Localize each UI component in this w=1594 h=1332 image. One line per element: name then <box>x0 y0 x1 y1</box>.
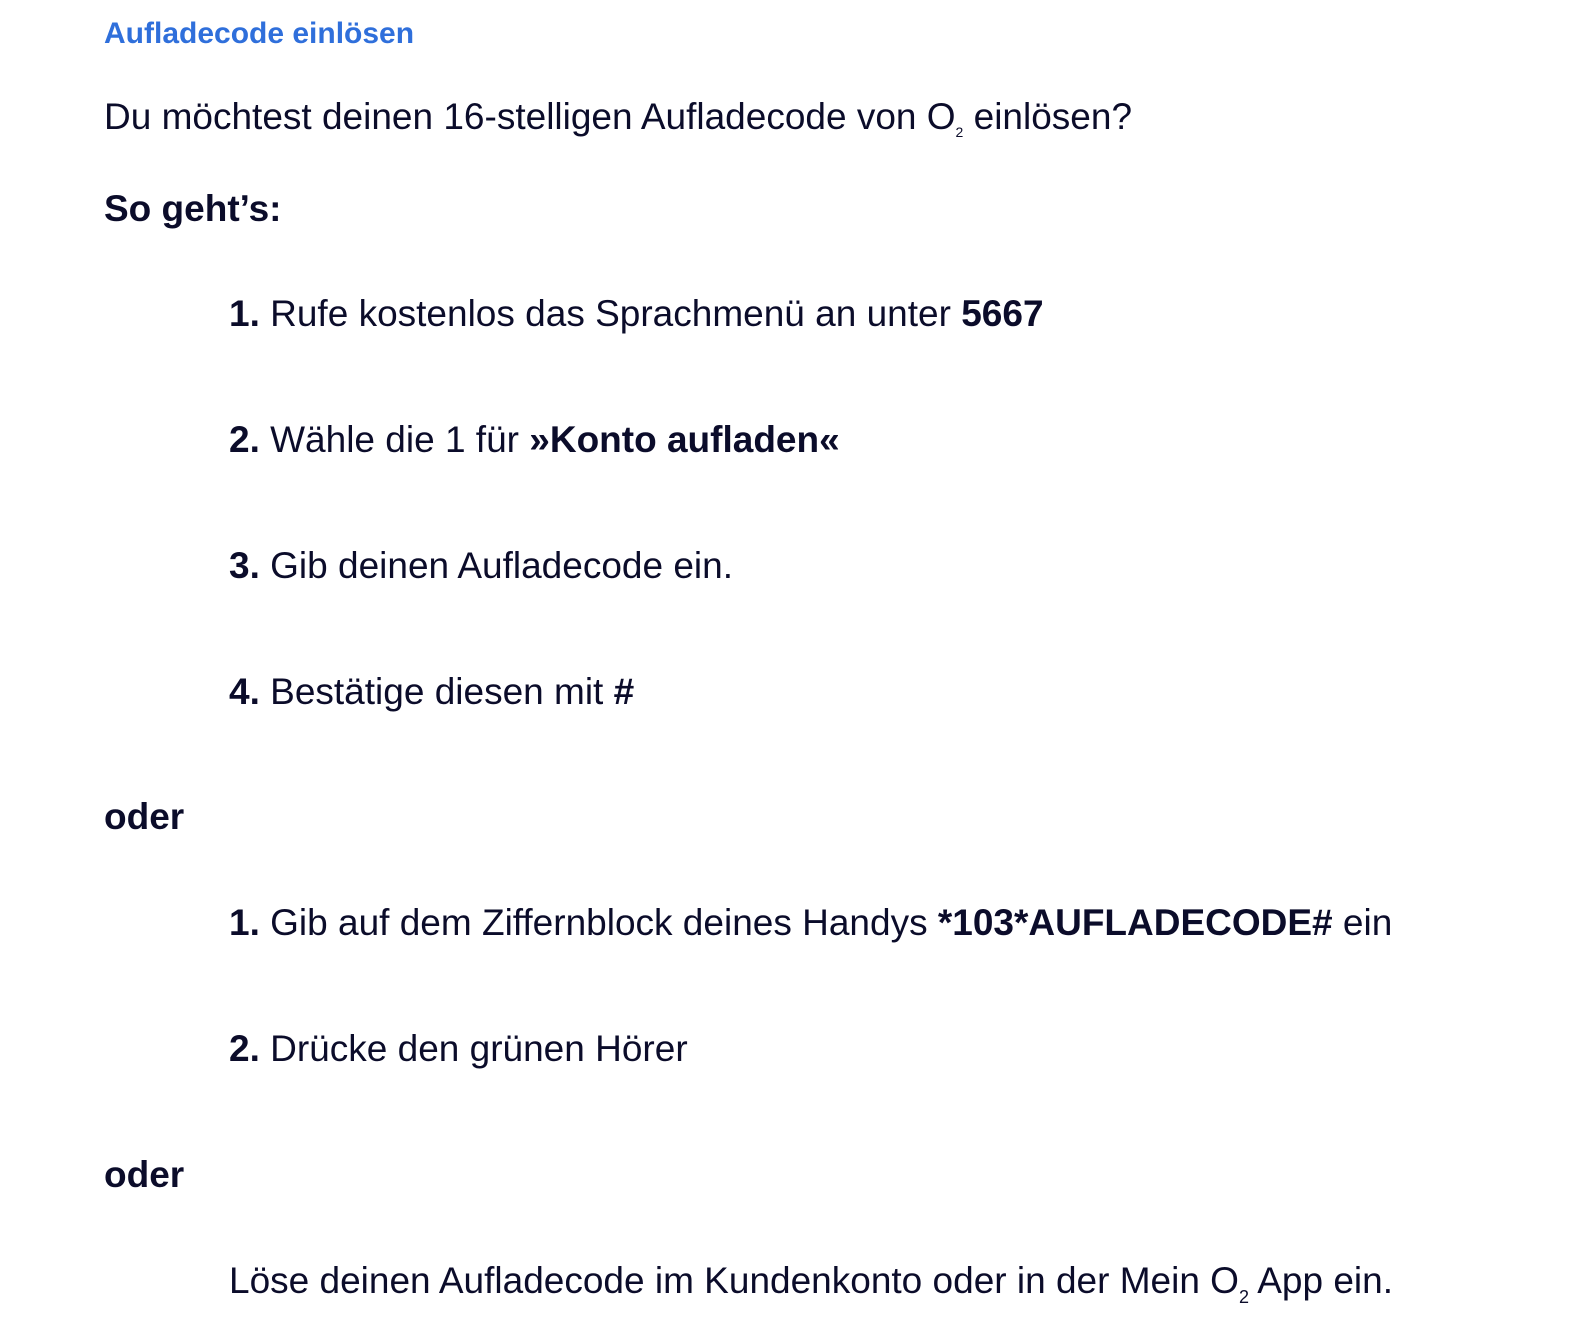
step-number: 1. <box>229 902 260 943</box>
separator-oder-1: oder <box>104 796 185 837</box>
method2-step-2 <box>229 1024 688 1074</box>
step-number: 3. <box>229 545 260 586</box>
method1-step-1 <box>229 289 1044 339</box>
step-number: 2. <box>229 419 260 460</box>
method3-text-start: Löse deinen Aufladecode im Kundenkonto oder in der Mein O <box>229 1260 1239 1301</box>
intro-text-start: Du möchtest deinen 16-stelligen Aufladecode von O <box>104 96 956 137</box>
step-text: Wähle die 1 für <box>259 419 530 460</box>
hash-key: # <box>613 671 635 712</box>
method3-text-end: App ein. <box>1248 1260 1393 1301</box>
method3-text <box>229 1256 1393 1322</box>
step-number: 1. <box>229 293 260 334</box>
step-text: Bestätige diesen mit <box>259 671 614 712</box>
method1-step-4 <box>229 667 634 717</box>
method1-step-2 <box>229 415 840 465</box>
step-text: Drücke den grünen Hörer <box>259 1028 688 1069</box>
o2-subscript: 2 <box>955 124 964 140</box>
step-text: Rufe kostenlos das Sprachmenü an unter <box>259 293 962 334</box>
intro-text-end: einlösen? <box>963 96 1133 137</box>
service-number: 5667 <box>961 293 1044 334</box>
o2-subscript: 2 <box>1238 1287 1249 1307</box>
ussd-code: *103*AUFLADECODE# <box>937 902 1333 943</box>
separator-oder-2: oder <box>104 1154 185 1195</box>
step-text: Gib auf dem Ziffernblock deines Handys <box>259 902 938 943</box>
intro-text <box>104 92 1132 157</box>
step-number: 2. <box>229 1028 260 1069</box>
step-text: Gib deinen Aufladecode ein. <box>259 545 734 586</box>
method2-step-1 <box>229 898 1392 948</box>
step-number: 4. <box>229 671 260 712</box>
menu-option: »Konto aufladen« <box>529 419 840 460</box>
method1-step-3 <box>229 541 733 591</box>
howto-heading: So geht’s: <box>104 188 282 229</box>
page-title[interactable]: Aufladecode einlösen <box>104 17 415 50</box>
step-text-end: ein <box>1332 902 1393 943</box>
